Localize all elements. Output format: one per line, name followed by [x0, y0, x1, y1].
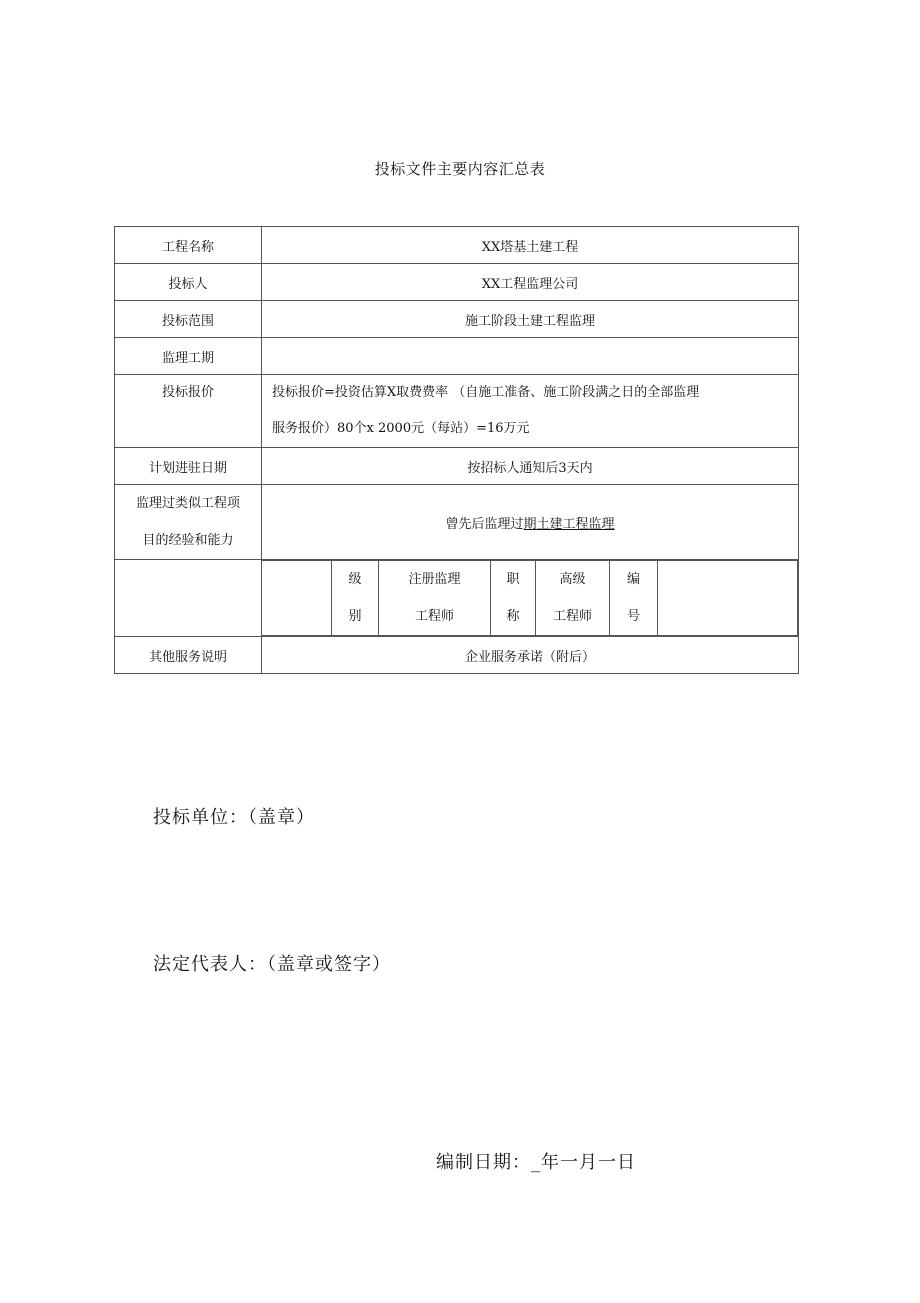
scope-label: 投标范围 — [115, 301, 262, 338]
entry-date-label: 计划进驻日期 — [115, 448, 262, 485]
experience-value — [262, 485, 799, 560]
quote-line-1: 投标报价=投资估算X取费费率 （自施工准备、施工阶段满之日的全部监理 — [272, 385, 700, 400]
personnel-number — [610, 561, 658, 636]
personnel-title-line-2: 称 — [506, 609, 520, 624]
personnel-registered — [379, 561, 491, 636]
personnel-number-line-2: 号 — [626, 609, 640, 624]
personnel-senior-line-2: 工程师 — [552, 609, 592, 624]
experience-label — [115, 485, 262, 560]
personnel-number-line-1: 编 — [626, 572, 640, 587]
table-row-period — [115, 338, 799, 375]
experience-label-line-2: 目的经验和能力 — [142, 533, 234, 548]
table-row-bidder — [115, 264, 799, 301]
quote-line-2: 服务报价）80个x 2000元（每站）=16万元 — [272, 421, 530, 436]
table-row-experience — [115, 485, 799, 560]
personnel-trailing-blank — [658, 561, 798, 636]
experience-label-line-1: 监理过类似工程项 — [135, 496, 240, 511]
personnel-title-line-1: 职 — [506, 572, 520, 587]
personnel-grid-cell — [262, 560, 799, 637]
personnel-registered-line-1: 注册监理 — [408, 572, 461, 587]
personnel-blank — [262, 561, 332, 636]
quote-value — [262, 375, 799, 448]
table-row-quote — [115, 375, 799, 448]
bidder-unit-seal-line: 投标单位：（盖章） — [153, 807, 315, 828]
other-label: 其他服务说明 — [115, 637, 262, 674]
period-value — [262, 338, 799, 375]
experience-value-prefix: 曾先后监理过 — [445, 516, 524, 532]
project-name-value: XX塔基土建工程 — [262, 227, 799, 264]
personnel-title — [491, 561, 536, 636]
other-value: 企业服务承诺（附后） — [262, 637, 799, 674]
period-label: 监理工期 — [115, 338, 262, 375]
compile-date-line: 编制日期：_年一月一日 — [436, 1152, 636, 1173]
table-row-project-name — [115, 227, 799, 264]
scope-value: 施工阶段土建工程监理 — [262, 301, 799, 338]
document-title: 投标文件主要内容汇总表 — [374, 160, 546, 178]
table-row-entry-date — [115, 448, 799, 485]
table-row-other — [115, 637, 799, 674]
experience-value-underlined: 期土建工程监理 — [523, 516, 615, 532]
legal-representative-line: 法定代表人：（盖章或签字） — [153, 954, 391, 975]
personnel-senior-line-1: 高级 — [559, 572, 586, 587]
personnel-registered-line-2: 工程师 — [414, 609, 454, 624]
table-row-personnel — [115, 560, 799, 637]
personnel-level-line-1: 级 — [348, 572, 362, 587]
bid-summary-table — [114, 226, 799, 674]
table-row-scope — [115, 301, 799, 338]
personnel-label — [115, 560, 262, 637]
project-name-label: 工程名称 — [115, 227, 262, 264]
personnel-senior — [536, 561, 610, 636]
personnel-grid — [262, 560, 798, 636]
bidder-label: 投标人 — [115, 264, 262, 301]
personnel-level-line-2: 别 — [348, 609, 362, 624]
entry-date-value: 按招标人通知后3天内 — [262, 448, 799, 485]
bidder-value: XX工程监理公司 — [262, 264, 799, 301]
personnel-level — [332, 561, 379, 636]
quote-label: 投标报价 — [115, 375, 262, 448]
